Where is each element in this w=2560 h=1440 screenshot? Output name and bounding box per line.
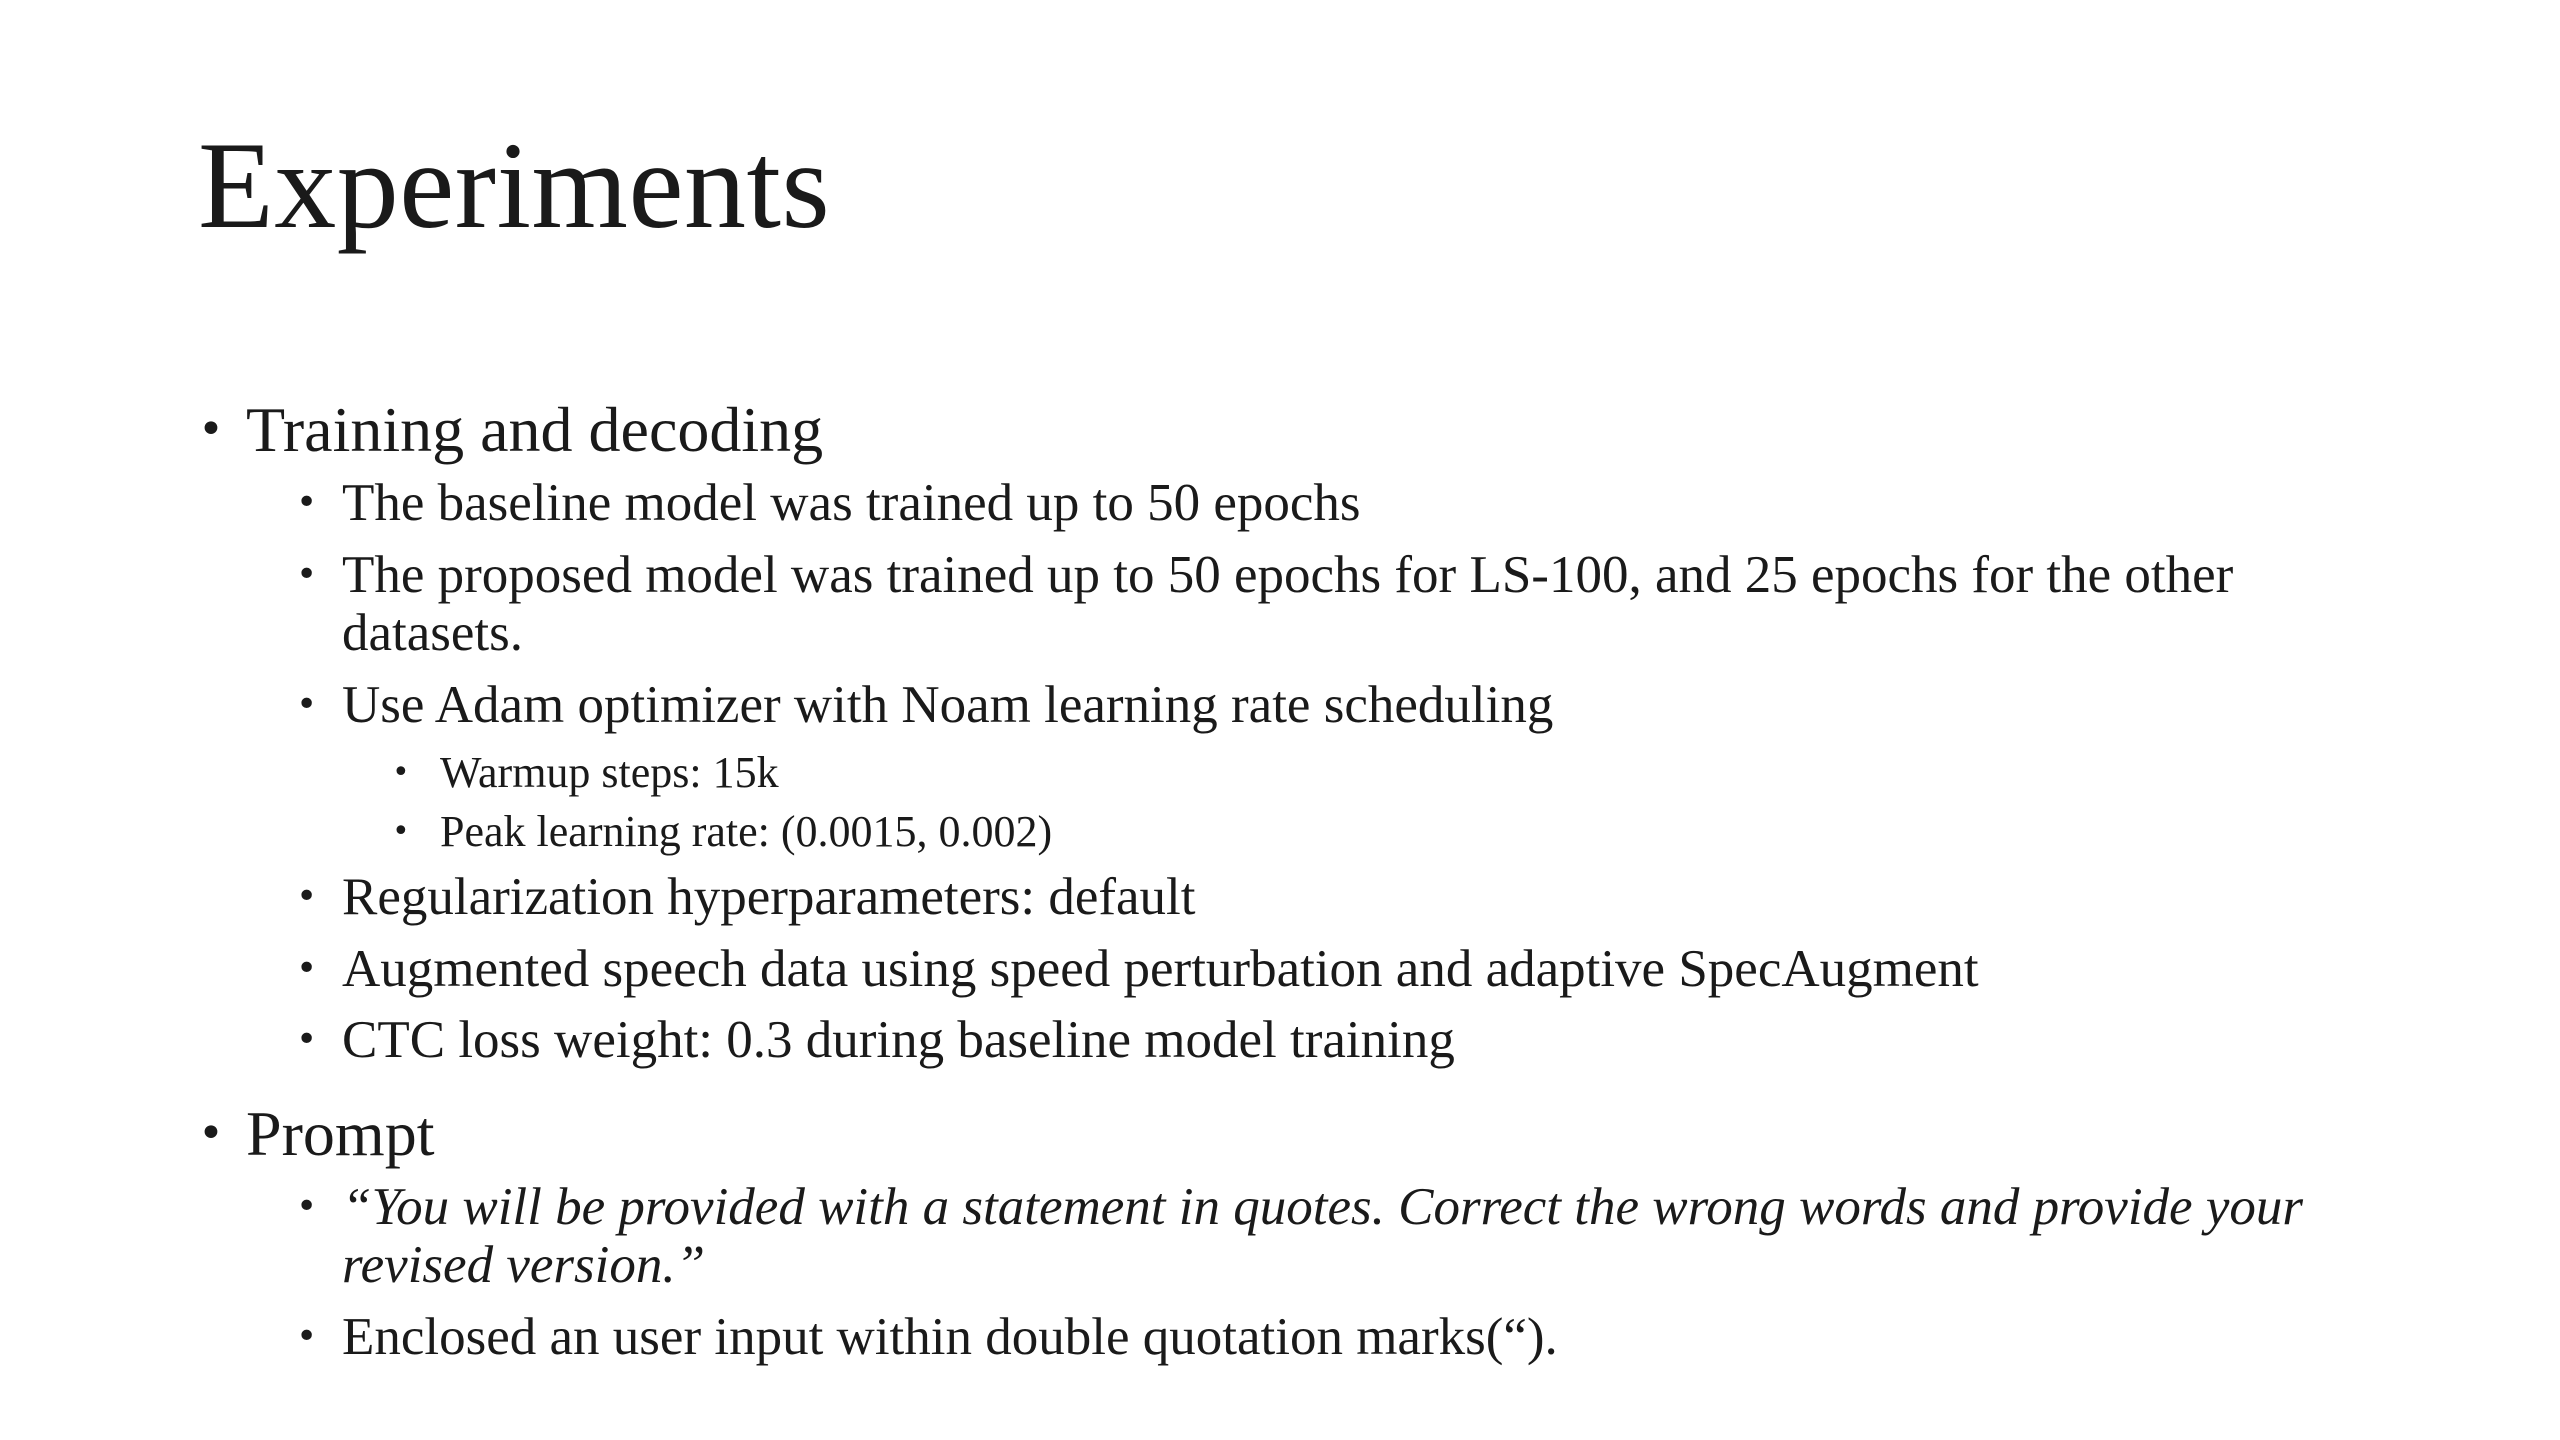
bullet-icon: • bbox=[296, 482, 318, 523]
list-item bbox=[296, 1011, 2406, 1069]
bullet-icon: • bbox=[392, 814, 410, 849]
section-prompt bbox=[198, 1096, 2398, 1172]
section-label: Training and decoding bbox=[246, 394, 824, 465]
slide-title: Experiments bbox=[198, 117, 831, 254]
list-subitem-text: Peak learning rate: (0.0015, 0.002) bbox=[440, 807, 1053, 856]
bullet-icon: • bbox=[296, 876, 318, 917]
list-item bbox=[296, 940, 2406, 998]
list-item-text: The baseline model was trained up to 50 epochs bbox=[342, 474, 1361, 532]
list-item bbox=[296, 546, 2406, 662]
bullet-icon: • bbox=[296, 554, 318, 595]
bullet-icon: • bbox=[198, 1108, 224, 1159]
list-item-text: Use Adam optimizer with Noam learning rate scheduling bbox=[342, 676, 1554, 734]
list-subitem bbox=[392, 806, 2392, 858]
list-item-text: Enclosed an user input within double quotation marks(“). bbox=[342, 1308, 1558, 1366]
bullet-icon: • bbox=[392, 755, 410, 790]
prompt-quote-text: “You will be provided with a statement in quotes. Correct the wrong words and provide your revised version.” bbox=[342, 1178, 2303, 1294]
list-item-text: CTC loss weight: 0.3 during baseline model training bbox=[342, 1011, 1455, 1069]
list-subitem-text: Warmup steps: 15k bbox=[440, 748, 779, 797]
section-label: Prompt bbox=[246, 1098, 435, 1169]
list-subitem bbox=[392, 747, 2392, 799]
list-item-text: Augmented speech data using speed perturbation and adaptive SpecAugment bbox=[342, 940, 1979, 998]
bullet-icon: • bbox=[296, 948, 318, 989]
list-item-text: Regularization hyperparameters: default bbox=[342, 868, 1196, 926]
list-item bbox=[296, 1178, 2406, 1294]
list-item-text: The proposed model was trained up to 50 epochs for LS-100, and 25 epochs for the other datasets. bbox=[342, 546, 2234, 662]
bullet-icon: • bbox=[296, 1316, 318, 1357]
list-item bbox=[296, 474, 2406, 532]
bullet-icon: • bbox=[198, 404, 224, 455]
list-item bbox=[296, 868, 2406, 926]
bullet-icon: • bbox=[296, 684, 318, 725]
list-item bbox=[296, 676, 2406, 734]
bullet-icon: • bbox=[296, 1186, 318, 1227]
section-training-decoding bbox=[198, 392, 2398, 468]
bullet-icon: • bbox=[296, 1019, 318, 1060]
list-item bbox=[296, 1308, 2406, 1366]
